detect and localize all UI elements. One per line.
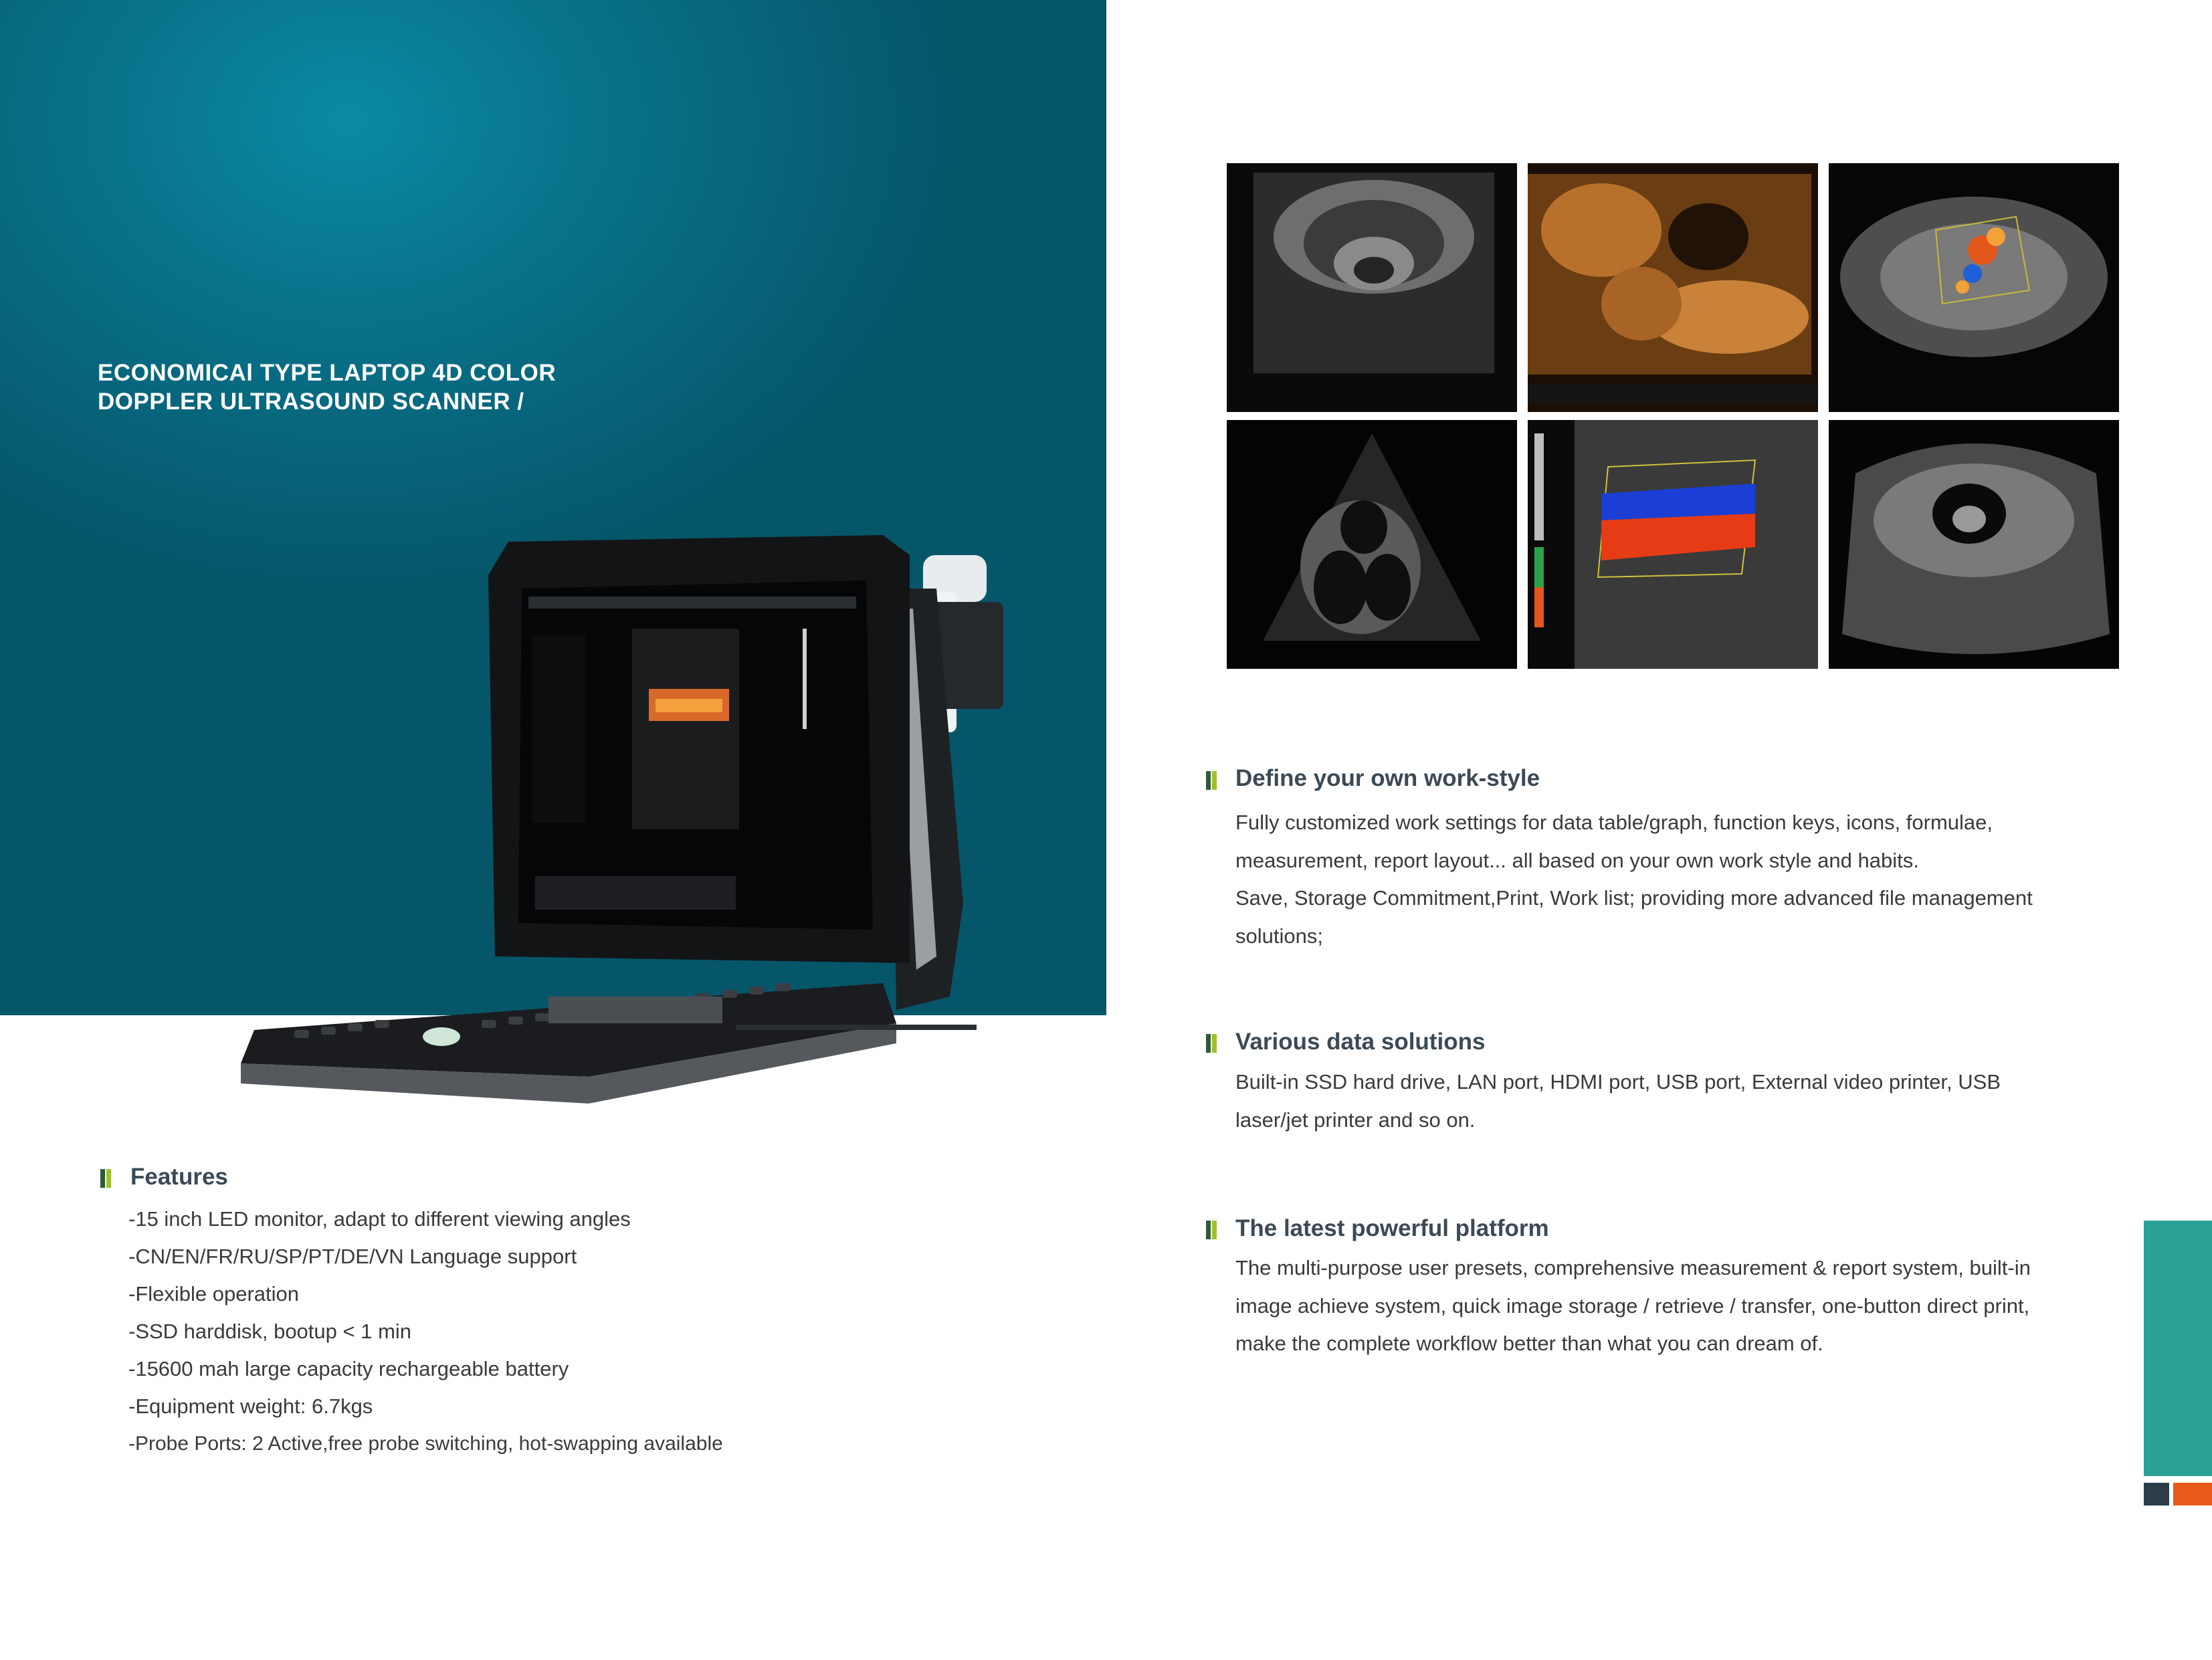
ultrasound-laptop-image <box>214 528 1057 1117</box>
feature-item: -Flexible operation <box>128 1282 300 1306</box>
section-line: laser/jet printer and so on. <box>1235 1108 1476 1132</box>
section-body-work-style <box>1235 804 2033 955</box>
section-body-platform <box>1235 1249 2031 1363</box>
features-list <box>128 1201 723 1463</box>
section-line: make the complete workflow better than what you can dream of. <box>1235 1332 1823 1355</box>
section-line: Fully customized work settings for data table/graph, function keys, icons, formulae, <box>1235 811 1993 834</box>
feature-item: -Probe Ports: 2 Active,free probe switching, hot-swapping available <box>128 1433 723 1455</box>
section-marker-icon <box>1206 1221 1217 1239</box>
ultrasound-image-kidney-color-doppler <box>1829 163 2119 412</box>
feature-item: -SSD harddisk, bootup < 1 min <box>128 1320 412 1343</box>
ultrasound-image-early-pregnancy <box>1829 420 2119 669</box>
product-title-line1: ECONOMICAl​ TYPE LAPTOP 4D COLOR <box>98 360 557 386</box>
section-heading-data-solutions: Various data solutions <box>1235 1029 1486 1055</box>
ultrasound-image-fetal-head <box>1227 163 1517 412</box>
feature-item: -Equipment weight: 6.7kgs <box>128 1394 373 1418</box>
ultrasound-image-4d-fetus <box>1528 163 1818 412</box>
page-edge-square-orange <box>2173 1483 2212 1506</box>
section-heading-work-style: Define your own work-style <box>1235 765 1540 791</box>
section-line: Built-in SSD hard drive, LAN port, HDMI port, USB port, External video printer, USB <box>1235 1070 2001 1094</box>
features-marker-icon <box>100 1169 111 1188</box>
page-edge-square-dark <box>2144 1483 2169 1506</box>
feature-item: -15 inch LED monitor, adapt to different viewing angles <box>128 1207 631 1231</box>
page-edge-tab-teal <box>2144 1221 2212 1476</box>
section-line: solutions; <box>1235 924 1323 948</box>
section-line: measurement, report layout... all based on your own work style and habits. <box>1235 848 1919 872</box>
features-heading: Features <box>130 1164 228 1190</box>
section-heading-platform: The latest powerful platform <box>1235 1215 1549 1241</box>
section-line: Save, Storage Commitment,Print, Work list; providing more advanced file management <box>1235 886 2033 910</box>
section-marker-icon <box>1206 1034 1217 1053</box>
section-body-data-solutions <box>1235 1063 2001 1139</box>
ultrasound-image-cardiac <box>1227 420 1517 669</box>
feature-item: -15600 mah large capacity rechargeable battery <box>128 1357 569 1380</box>
product-title <box>98 358 556 416</box>
ultrasound-image-grid <box>1227 163 2120 669</box>
section-line: The multi-purpose user presets, comprehensive measurement & report system, built-in <box>1235 1256 2031 1279</box>
feature-item: -CN/EN/FR/RU/SP/PT/DE/VN Language support <box>128 1245 577 1268</box>
section-marker-icon <box>1206 771 1217 790</box>
section-line: image achieve system, quick image storage / retrieve / transfer, one-button direct print, <box>1235 1293 2030 1318</box>
product-title-line2: DOPPLER ULTRASOUND SCANNER / <box>98 389 524 415</box>
ultrasound-image-vascular-color-flow <box>1528 420 1818 669</box>
